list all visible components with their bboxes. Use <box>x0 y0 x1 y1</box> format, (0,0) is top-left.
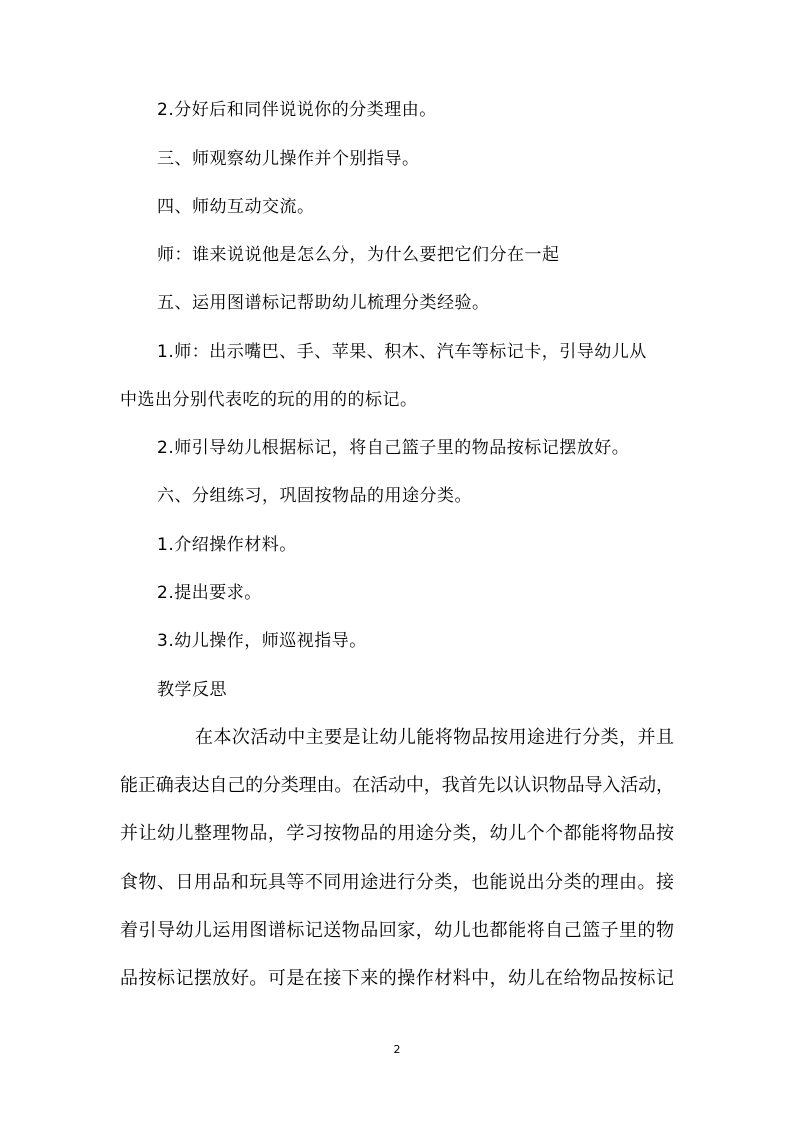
reflection-heading: 教学反思 <box>157 680 227 700</box>
step-1-introduce-materials: 1.介绍操作材料。 <box>157 535 297 555</box>
reflection-line-4: 食物、日用品和玩具等不同用途进行分类，也能说出分类的理由。接 <box>120 872 675 893</box>
reflection-line-2: 能正确表达自己的分类理由。在活动中，我首先以认识物品导入活动， <box>120 775 674 796</box>
reflection-line-1: 在本次活动中主要是让幼儿能将物品按用途进行分类，并且 <box>195 727 675 748</box>
step-2-share-reason: 2.分好后和同伴说说你的分类理由。 <box>157 100 437 120</box>
teacher-question: 师：谁来说说他是怎么分，为什么要把它们分在一起 <box>157 245 560 265</box>
section-4-heading: 四、师幼互动交流。 <box>157 197 315 217</box>
section-6-heading: 六、分组练习，巩固按物品的用途分类。 <box>157 486 472 506</box>
reflection-line-3: 并让幼儿整理物品，学习按物品的用途分类，幼儿个个都能将物品按 <box>120 823 675 844</box>
section-5-heading: 五、运用图谱标记帮助幼儿梳理分类经验。 <box>157 293 490 313</box>
section-3-heading: 三、师观察幼儿操作并个别指导。 <box>157 149 420 169</box>
reflection-line-6: 品按标记摆放好。可是在接下来的操作材料中，幼儿在给物品按标记 <box>120 968 675 989</box>
step-3-child-operation: 3.幼儿操作，师巡视指导。 <box>157 631 367 651</box>
step-1-continued: 中选出分别代表吃的玩的用的的标记。 <box>120 390 418 410</box>
page-number: 2 <box>393 1043 401 1056</box>
reflection-line-5: 着引导幼儿运用图谱标记送物品回家，幼儿也都能将自己篮子里的物 <box>120 920 675 941</box>
step-2-arrange-items: 2.师引导幼儿根据标记，将自己篮子里的物品按标记摆放好。 <box>157 438 630 458</box>
step-2-requirements: 2.提出要求。 <box>157 583 262 603</box>
step-1-show-cards: 1.师：出示嘴巴、手、苹果、积木、汽车等标记卡，引导幼儿从 <box>157 342 647 362</box>
